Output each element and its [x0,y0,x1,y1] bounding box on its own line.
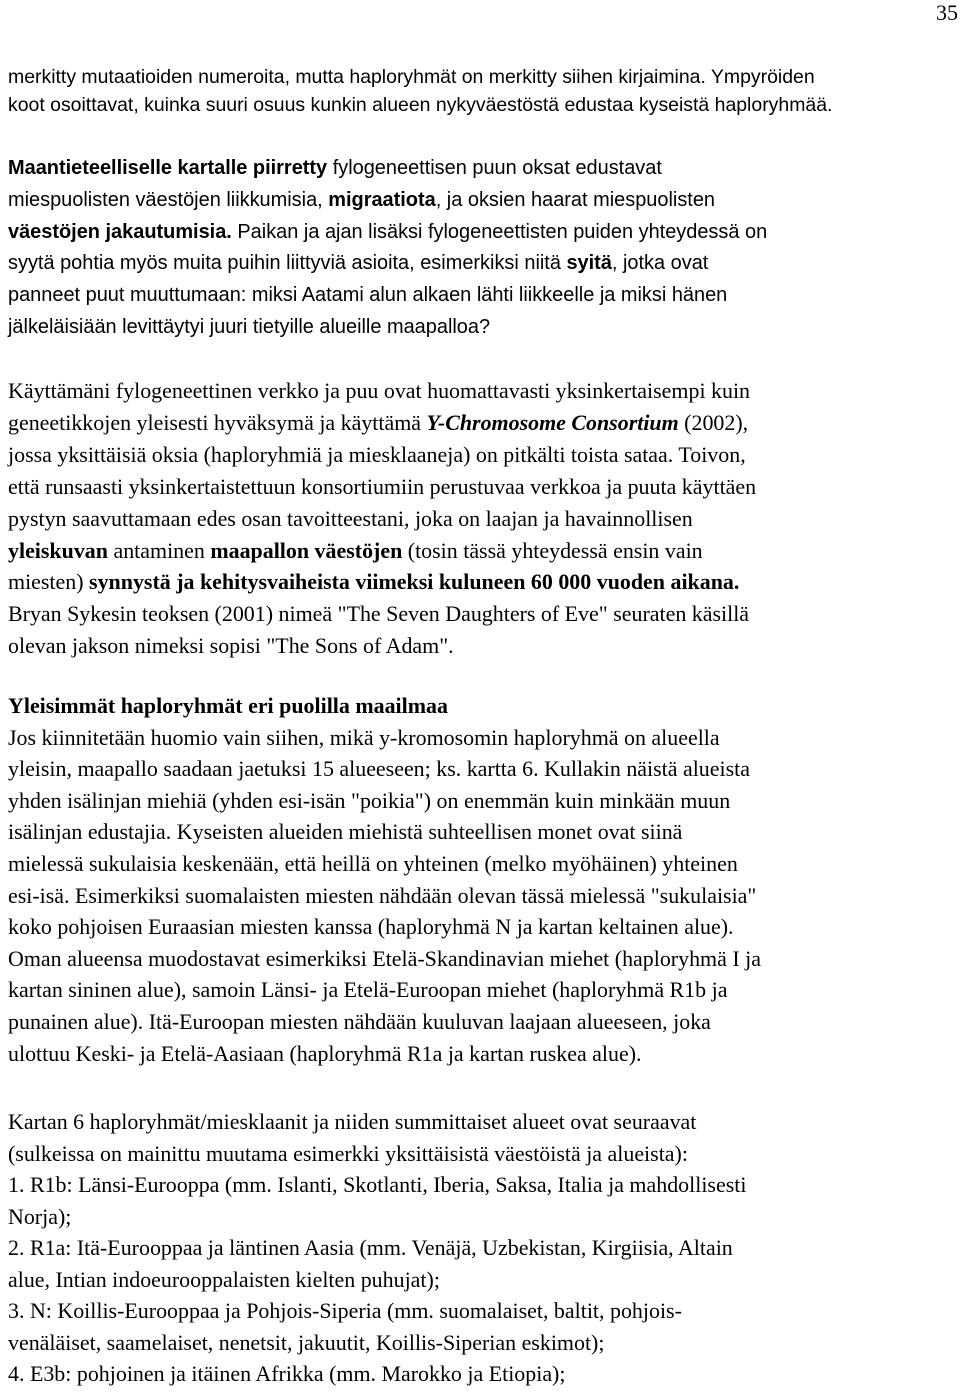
bold-italic-text: Y-Chromosome Consortium [426,409,679,435]
network-paragraph [8,375,958,662]
list-item: 3. N: Koillis-Eurooppaa ja Pohjois-Siperia (mm. suomalaiset, baltit, pohjois- [8,1298,682,1323]
text-line: olevan jakson nimeksi sopisi "The Sons of Adam". [8,633,454,659]
text-line: miesten) synnystä ja kehitysvaiheista viimeksi kuluneen 60 000 vuoden aikana. [8,569,740,595]
list-item: 4. E3b: pohjoinen ja itäinen Afrikka (mm. Marokko ja Etiopia); [8,1361,566,1386]
text-line: yleiskuvan antaminen maapallon väestöjen (tosin tässä yhteydessä ensin vain [8,537,703,563]
text-line: merkitty mutaatioiden numeroita, mutta haploryhmät on merkitty siihen kirjaimina. Ympyröiden [8,66,815,88]
text-line: koot osoittavat, kuinka suuri osuus kunkin alueen nykyväestöstä edustaa kyseistä haploryhmää. [8,94,833,116]
text-line: Bryan Sykesin teoksen (2001) nimeä "The Seven Daughters of Eve" seuraten käsillä [8,601,750,627]
text-line: jälkeläisiään levittäytyi juuri tietyille alueille maapalloa? [8,315,491,338]
bold-text: väestöjen jakautumisia. [8,220,232,243]
text-line: (sulkeissa on mainittu muutama esimerkki yksittäisistä väestöistä ja alueista): [8,1140,688,1166]
list-item: 2. R1a: Itä-Eurooppaa ja läntinen Aasia (mm. Venäjä, Uzbekistan, Kirgiisia, Altain [8,1235,733,1260]
text-line: kartan sininen alue), samoin Länsi- ja Etelä-Euroopan miehet (haploryhmä R1b ja [8,977,728,1003]
intro-paragraph [8,63,958,119]
bold-text: migraatiota [328,188,436,211]
text-line: koko pohjoisen Euraasian miesten kanssa (haploryhmä N ja kartan keltainen alue). [8,914,734,940]
text-line: punainen alue). Itä-Euroopan miesten nähdään kuuluvan laajaan alueeseen, joka [8,1008,711,1034]
text-line: Oman alueensa muodostavat esimerkiksi Etelä-Skandinavian miehet (haploryhmä I ja [8,945,761,971]
text-line: Kartan 6 haploryhmät/miesklaanit ja niiden summittaiset alueet ovat seuraavat [8,1109,697,1134]
page-number: 35 [936,0,958,25]
text-line: miespuolisten väestöjen liikkumisia, migraatiota, ja oksien haarat miespuolisten [8,188,715,211]
bold-text: yleiskuvan [8,537,108,563]
text-line: Maantieteelliselle kartalle piirretty fylogeneettisen puun oksat edustavat [8,157,662,179]
text-line: Jos kiinnitetään huomio vain siihen, mikä y-kromosomin haploryhmä on alueella [8,724,720,750]
text-line: isälinjan edustajia. Kyseisten alueiden miehistä suhteellisen monet ovat siinä [8,819,683,845]
text-line: yhden isälinjan miehiä (yhden esi-isän "poikia") on enemmän kuin minkään muun [8,787,731,813]
haplogroup-list [8,1106,958,1390]
text-line: esi-isä. Esimerkiksi suomalaisten miesten nähdään olevan tässä mielessä "sukulaisia" [8,882,757,908]
section-heading: Yleisimmät haploryhmät eri puolilla maailmaa [8,693,448,718]
bold-text: Maantieteelliselle kartalle piirretty [8,157,328,179]
text-line: väestöjen jakautumisia. Paikan ja ajan lisäksi fylogeneettisten puiden yhteydessä on [8,220,768,243]
bold-text: maapallon väestöjen [210,537,403,563]
text-line: että runsaasti yksinkertaistettuun konsortiumiin perustuvaa verkkoa ja puuta käyttäen [8,473,757,499]
text-line: pystyn saavuttamaan edes osan tavoitteestani, joka on laajan ja havainnollisen [8,505,693,531]
text-line: jossa yksittäisiä oksia (haploryhmiä ja miesklaaneja) on pitkälti toista sataa. Toivon, [8,441,746,467]
list-item: venäläiset, saamelaiset, nenetsit, jakuutit, Koillis-Siperian eskimot); [8,1329,605,1355]
text-line: geneetikkojen yleisesti hyväksymä ja käyttämä Y-Chromosome Consortium (2002), [8,409,749,435]
list-item: 1. R1b: Länsi-Eurooppa (mm. Islanti, Skotlanti, Iberia, Saksa, Italia ja mahdollisesti [8,1172,747,1197]
text-line: mielessä sukulaisia keskenään, että heillä on yhteinen (melko myöhäinen) yhteinen [8,850,738,876]
text-line: Käyttämäni fylogeneettinen verkko ja puu ovat huomattavasti yksinkertaisempi kuin [8,378,751,403]
text-line: yleisin, maapallo saadaan jaetuksi 15 alueeseen; ks. kartta 6. Kullakin näistä alueista [8,756,750,782]
bold-text: synnystä ja kehitysvaiheista viimeksi kuluneen 60 000 vuoden aikana. [89,569,740,595]
map-paragraph [8,153,958,344]
list-item: Norja); [8,1203,72,1229]
text-line: syytä pohtia myös muita puihin liittyviä asioita, esimerkiksi niitä syitä, jotka ovat [8,252,709,275]
bold-text: syitä [566,252,612,275]
text-line: panneet puut muuttumaan: miksi Aatami alun alkaen lähti liikkeelle ja miksi hänen [8,284,728,307]
list-item: alue, Intian indoeurooppalaisten kielten puhujat); [8,1266,440,1292]
text-line: ulottuu Keski- ja Etelä-Aasiaan (haploryhmä R1a ja kartan ruskea alue). [8,1040,642,1066]
haplogroup-section [8,690,958,1069]
